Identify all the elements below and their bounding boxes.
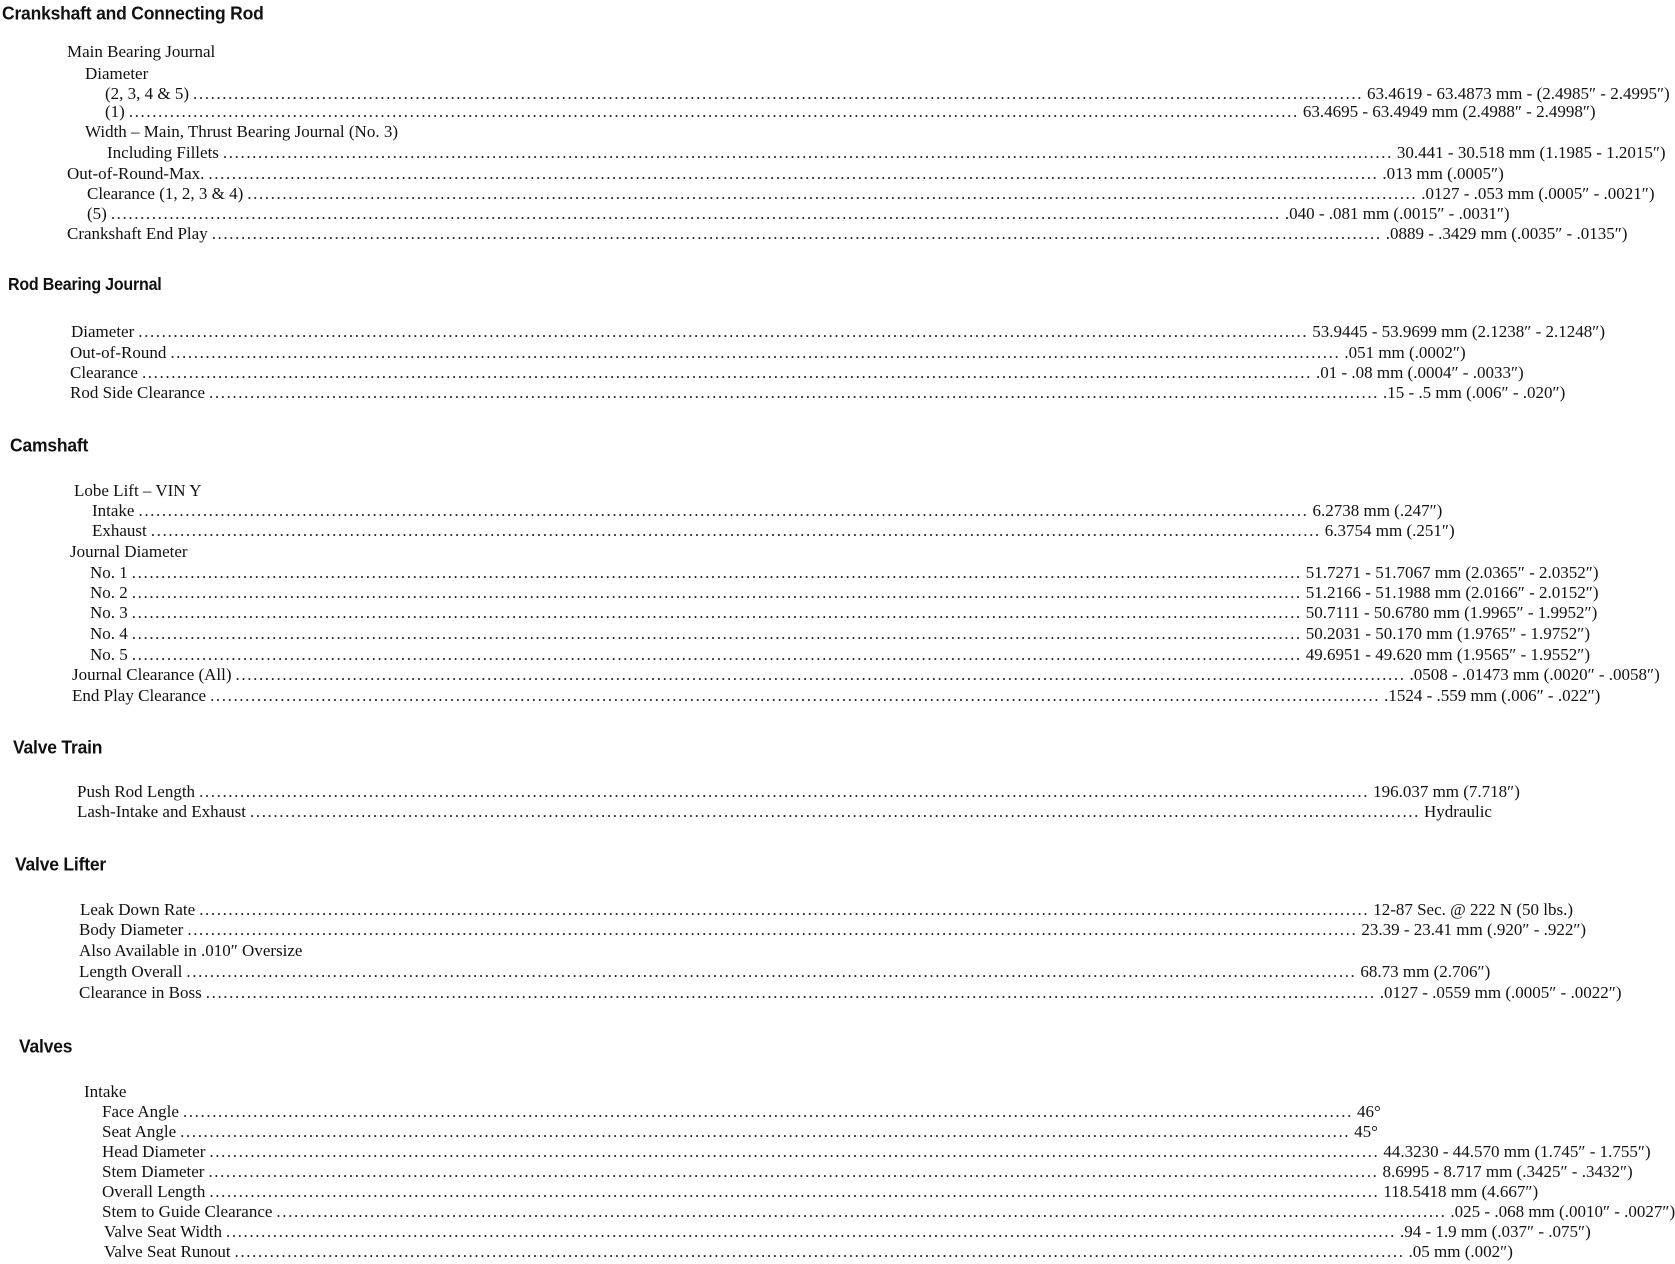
spec-label: Diameter <box>85 64 149 83</box>
section-title: Crankshaft and Connecting Rod <box>2 2 264 24</box>
dot-leader: ........................................................................................................................................................................................................ <box>222 143 1393 162</box>
spec-value: .94 - 1.9 mm (.037″ - .075″) <box>1399 1222 1591 1241</box>
spec-value: 51.7271 - 51.7067 mm (2.0365″ - 2.0352″) <box>1305 563 1599 582</box>
dot-leader: ........................................................................................................................................................................................................ <box>199 900 1370 919</box>
dot-leader: ........................................................................................................................................................................................................ <box>131 603 1302 622</box>
section-title: Camshaft <box>10 434 89 456</box>
spec-label: Clearance in Boss <box>79 983 202 1002</box>
dot-leader: ........................................................................................................................................................................................................ <box>209 383 1380 402</box>
dot-leader: ........................................................................................................................................................................................................ <box>205 983 1376 1002</box>
spec-row <box>67 224 1628 244</box>
spec-row <box>70 343 1466 363</box>
spec-label: Out-of-Round-Max. <box>67 164 205 183</box>
spec-row <box>84 1082 126 1102</box>
section-title: Valve Lifter <box>15 853 106 875</box>
spec-label: Also Available in .010″ Oversize <box>79 941 303 960</box>
spec-value: .025 - .068 mm (.0010″ - .0027″) <box>1450 1202 1675 1221</box>
spec-value: 46° <box>1356 1102 1381 1121</box>
spec-row <box>67 42 215 62</box>
spec-row <box>70 363 1524 383</box>
spec-label: No. 2 <box>90 583 128 602</box>
dot-leader: ........................................................................................................................................................................................................ <box>209 1142 1380 1161</box>
spec-label: Out-of-Round <box>70 343 167 362</box>
spec-label: Diameter <box>71 322 135 341</box>
dot-leader: ........................................................................................................................................................................................................ <box>276 1202 1447 1221</box>
spec-row <box>102 1122 1378 1142</box>
spec-label: Including Fillets <box>107 143 219 162</box>
spec-row <box>77 802 1492 822</box>
spec-value: .0889 - .3429 mm (.0035″ - .0135″) <box>1385 224 1628 243</box>
dot-leader: ........................................................................................................................................................................................................ <box>187 920 1358 939</box>
spec-row <box>105 84 1670 104</box>
spec-label: Leak Down Rate <box>80 900 196 919</box>
spec-row <box>104 1222 1591 1242</box>
spec-value: 49.6951 - 49.620 mm (1.9565″ - 1.9552″) <box>1305 645 1591 664</box>
spec-value: .051 mm (.0002″) <box>1344 343 1466 362</box>
dot-leader: ........................................................................................................................................................................................................ <box>235 665 1406 684</box>
spec-value: .05 mm (.002″) <box>1408 1242 1513 1261</box>
spec-value: 50.7111 - 50.6780 mm (1.9965″ - 1.9952″) <box>1305 603 1598 622</box>
spec-value: .01 - .08 mm (.0004″ - .0033″) <box>1315 363 1524 382</box>
dot-leader: ........................................................................................................................................................................................................ <box>170 343 1341 362</box>
spec-label: Body Diameter <box>79 920 184 939</box>
spec-label: End Play Clearance <box>72 686 207 705</box>
spec-label: Head Diameter <box>102 1142 206 1161</box>
spec-row <box>90 583 1599 603</box>
dot-leader: ........................................................................................................................................................................................................ <box>138 322 1309 341</box>
spec-row <box>72 665 1660 685</box>
spec-value: Hydraulic <box>1424 802 1492 821</box>
dot-leader: ........................................................................................................................................................................................................ <box>180 1122 1351 1141</box>
spec-label: Length Overall <box>79 962 183 981</box>
spec-value: 50.2031 - 50.170 mm (1.9765″ - 1.9752″) <box>1305 624 1591 643</box>
spec-label: Intake <box>84 1082 127 1101</box>
dot-leader: ........................................................................................................................................................................................................ <box>208 1162 1379 1181</box>
spec-value: .15 - .5 mm (.006″ - .020″) <box>1383 383 1566 402</box>
spec-value: 23.39 - 23.41 mm (.920″ - .922″) <box>1361 920 1587 939</box>
spec-value: 30.441 - 30.518 mm (1.1985 - 1.2015″) <box>1396 143 1666 162</box>
spec-row <box>107 143 1666 163</box>
spec-label: Lobe Lift – VIN Y <box>74 481 202 500</box>
spec-row <box>79 941 302 961</box>
spec-label: No. 4 <box>90 624 128 643</box>
spec-value: 44.3230 - 44.570 mm (1.745″ - 1.755″) <box>1383 1142 1651 1161</box>
spec-label: Lash-Intake and Exhaust <box>77 802 246 821</box>
dot-leader: ........................................................................................................................................................................................................ <box>208 164 1379 183</box>
dot-leader: ........................................................................................................................................................................................................ <box>247 184 1418 203</box>
spec-label: (1) <box>105 102 125 121</box>
spec-row <box>102 1202 1675 1222</box>
dot-leader: ........................................................................................................................................................................................................ <box>110 204 1281 223</box>
spec-label: Journal Clearance (All) <box>72 665 232 684</box>
spec-value: .1524 - .559 mm (.006″ - .022″) <box>1384 686 1601 705</box>
dot-leader: ........................................................................................................................................................................................................ <box>138 501 1309 520</box>
spec-row <box>77 782 1520 802</box>
spec-value: .040 - .081 mm (.0015″ - .0031″) <box>1284 204 1510 223</box>
dot-leader: ........................................................................................................................................................................................................ <box>199 782 1370 801</box>
dot-leader: ........................................................................................................................................................................................................ <box>131 645 1302 664</box>
spec-row <box>102 1102 1381 1122</box>
dot-leader: ........................................................................................................................................................................................................ <box>182 1102 1353 1121</box>
spec-row <box>104 1242 1513 1262</box>
spec-value: 6.3754 mm (.251″) <box>1324 521 1455 540</box>
spec-row <box>102 1162 1633 1182</box>
spec-row <box>67 164 1504 184</box>
dot-leader: ........................................................................................................................................................................................................ <box>131 624 1302 643</box>
spec-label: (5) <box>87 204 107 223</box>
dot-leader: ........................................................................................................................................................................................................ <box>131 563 1302 582</box>
spec-label: Intake <box>92 501 135 520</box>
spec-value: .013 mm (.0005″) <box>1382 164 1504 183</box>
spec-label: Exhaust <box>92 521 147 540</box>
spec-row <box>85 64 148 84</box>
spec-value: 45° <box>1354 1122 1378 1141</box>
spec-row <box>71 322 1606 342</box>
dot-leader: ........................................................................................................................................................................................................ <box>141 363 1312 382</box>
dot-leader: ........................................................................................................................................................................................................ <box>250 802 1420 821</box>
spec-value: .0508 - .01473 mm (.0020″ - .0058″) <box>1409 665 1660 684</box>
section-title: Rod Bearing Journal <box>8 276 162 295</box>
spec-value: 8.6995 - 8.717 mm (.3425″ - .3432″) <box>1382 1162 1633 1181</box>
spec-row <box>102 1142 1651 1162</box>
spec-label: Clearance (1, 2, 3 & 4) <box>87 184 244 203</box>
spec-row <box>85 122 398 142</box>
dot-leader: ........................................................................................................................................................................................................ <box>186 962 1357 981</box>
spec-value: .0127 - .053 mm (.0005″ - .0021″) <box>1421 184 1655 203</box>
spec-row <box>72 686 1601 706</box>
spec-row <box>90 603 1598 623</box>
dot-leader: ........................................................................................................................................................................................................ <box>150 521 1321 540</box>
spec-value: 53.9445 - 53.9699 mm (2.1238″ - 2.1248″) <box>1312 322 1606 341</box>
spec-label: Seat Angle <box>102 1122 177 1141</box>
spec-row <box>90 624 1591 644</box>
spec-value: 68.73 mm (2.706″) <box>1360 962 1491 981</box>
spec-value: 12-87 Sec. @ 222 N (50 lbs.) <box>1373 900 1573 919</box>
spec-label: Width – Main, Thrust Bearing Journal (No. 3) <box>85 122 398 141</box>
spec-label: Clearance <box>70 363 138 382</box>
spec-label: No. 5 <box>90 645 128 664</box>
spec-value: 51.2166 - 51.1988 mm (2.0166″ - 2.0152″) <box>1305 583 1599 602</box>
spec-row <box>87 184 1655 204</box>
section-title: Valve Train <box>13 736 103 758</box>
spec-row <box>80 900 1573 920</box>
spec-row <box>90 563 1599 583</box>
spec-value: 6.2738 mm (.247″) <box>1312 501 1443 520</box>
spec-label: Overall Length <box>102 1182 206 1201</box>
dot-leader: ........................................................................................................................................................................................................ <box>211 224 1382 243</box>
spec-row <box>79 983 1622 1003</box>
spec-label: No. 3 <box>90 603 128 622</box>
spec-row <box>79 962 1491 982</box>
spec-label: Stem to Guide Clearance <box>102 1202 273 1221</box>
spec-row <box>105 102 1596 122</box>
spec-label: Push Rod Length <box>77 782 196 801</box>
spec-value: 118.5418 mm (4.667″) <box>1383 1182 1539 1201</box>
spec-label: Main Bearing Journal <box>67 42 216 61</box>
spec-row <box>70 383 1566 403</box>
dot-leader: ........................................................................................................................................................................................................ <box>209 1182 1380 1201</box>
dot-leader: ........................................................................................................................................................................................................ <box>193 84 1364 103</box>
spec-label: (2, 3, 4 & 5) <box>105 84 190 103</box>
spec-label: Crankshaft End Play <box>67 224 208 243</box>
spec-label: Stem Diameter <box>102 1162 205 1181</box>
spec-row <box>90 645 1591 665</box>
dot-leader: ........................................................................................................................................................................................................ <box>128 102 1299 121</box>
spec-row <box>74 481 201 501</box>
spec-row <box>79 920 1587 940</box>
spec-value: 63.4619 - 63.4873 mm - (2.4985″ - 2.4995″) <box>1367 84 1670 103</box>
spec-row <box>87 204 1510 224</box>
spec-value: 196.037 mm (7.718″) <box>1373 782 1520 801</box>
spec-label: Journal Diameter <box>70 542 188 561</box>
spec-row <box>102 1182 1539 1202</box>
spec-label: Valve Seat Width <box>104 1222 222 1241</box>
spec-value: .0127 - .0559 mm (.0005″ - .0022″) <box>1379 983 1622 1002</box>
spec-label: Rod Side Clearance <box>70 383 206 402</box>
dot-leader: ........................................................................................................................................................................................................ <box>234 1242 1405 1261</box>
spec-label: Face Angle <box>102 1102 179 1121</box>
spec-value: 63.4695 - 63.4949 mm (2.4988″ - 2.4998″) <box>1302 102 1596 121</box>
spec-row <box>92 521 1455 541</box>
dot-leader: ........................................................................................................................................................................................................ <box>131 583 1302 602</box>
spec-row <box>70 542 188 562</box>
dot-leader: ........................................................................................................................................................................................................ <box>225 1222 1396 1241</box>
dot-leader: ........................................................................................................................................................................................................ <box>210 686 1381 705</box>
spec-label: Valve Seat Runout <box>104 1242 231 1261</box>
spec-label: No. 1 <box>90 563 128 582</box>
section-title: Valves <box>19 1035 73 1057</box>
spec-row <box>92 501 1443 521</box>
